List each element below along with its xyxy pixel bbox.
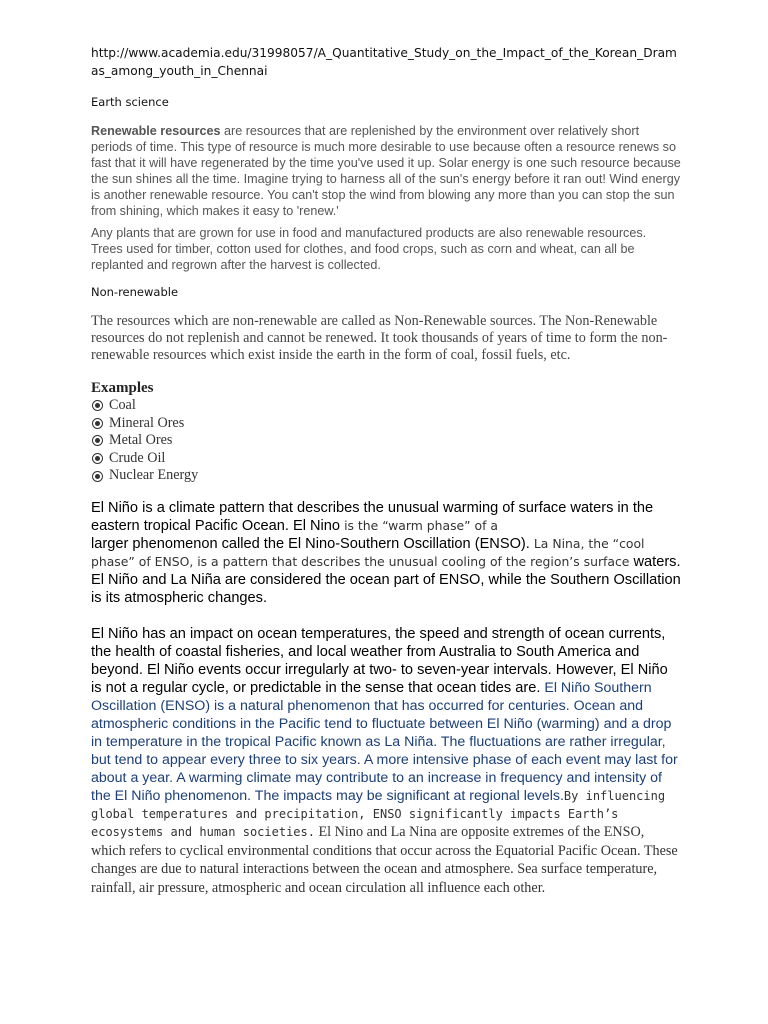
non-renewable-heading: Non-renewable bbox=[91, 285, 179, 299]
radio-bullet-icon bbox=[92, 453, 103, 464]
radio-bullet-icon bbox=[92, 435, 103, 446]
list-item: Mineral Ores bbox=[91, 415, 681, 433]
examples-title: Examples bbox=[91, 380, 154, 396]
earth-science-heading: Earth science bbox=[91, 95, 169, 109]
renewable-plants-paragraph: Any plants that are grown for use in food and manufactured products are also renewable resources. Trees used for timber, cotton used for clothes, and food crops, such as corn and wheat, can all be replanted and regrown after the harvest is collected. bbox=[91, 226, 647, 272]
list-item: Coal bbox=[91, 397, 681, 415]
radio-bullet-icon bbox=[92, 418, 103, 429]
radio-bullet-icon bbox=[92, 400, 103, 411]
el-nino-impact-paragraph: El Niño has an impact on ocean temperatures, the speed and strength of ocean currents, the health of coastal fisheries, and local weather from Australia to South America and beyond. El Niño events occur irregularly at two- to seven-year intervals. However, El Niño is not a regular cycle, or predictable in the sense that ocean tides are. El Niño Southern Oscillation (ENSO) is a natural phenomenon that has occurred for centuries. Ocean and atmospheric conditions in the Pacific tend to fluctuate between El Niño (warming) and a drop in temperature in the tropical Pacific known as La Niña. The fluctuations are rather irregular, but tend to appear every three to six years. A more intensive phase of each event may last for about a year. A warming climate may contribute to an increase in frequency and intensity of the El Niño phenomenon. The impacts may be significant at regional levels.By influencing global temperatures and precipitation, ENSO significantly impacts Earth’s ecosystems and human societies. El Nino and La Nina are opposite extremes of the ENSO, which refers to cyclical environmental conditions that occur across the Equatorial Pacific Ocean. These changes are due to natural interactions between the ocean and atmosphere. Sea surface temperature, rainfall, air pressure, atmospheric and ocean circulation all influence each other. bbox=[91, 625, 678, 896]
list-item: Metal Ores bbox=[91, 432, 681, 450]
document-page bbox=[91, 44, 681, 897]
examples-list bbox=[91, 397, 681, 485]
renewable-paragraph-text: are resources that are replenished by the environment over relatively short periods of time. This type of resource is much more desirable to use because often a resource renews so fast that it will have regenerated by the time you've used it up. Solar energy is one such resource because the sun shines all the time. Imagine trying to harness all of the sun's energy before it ran out! Wind energy is another renewable resource. You can't stop the wind from blowing any more than you can stop the sun from shining, which makes it easy to 'renew.' bbox=[91, 124, 681, 218]
radio-bullet-icon bbox=[92, 471, 103, 482]
non-renewable-paragraph: The resources which are non-renewable are called as Non-Renewable sources. The Non-Renewable resources do not replenish and cannot be renewed. It took thousands of years of time to form the non-renewable resources which exist inside the earth in the form of coal, fossil fuels, etc. bbox=[91, 313, 668, 363]
renewable-paragraph bbox=[91, 123, 681, 219]
source-url[interactable]: http://www.academia.edu/31998057/A_Quantitative_Study_on_the_Impact_of_the_Korean_Dramas_among_youth_in_Chennai bbox=[91, 46, 677, 78]
list-item: Crude Oil bbox=[91, 450, 681, 468]
el-nino-paragraph: El Niño is a climate pattern that describes the unusual warming of surface waters in the eastern tropical Pacific Ocean. El Nino is the “warm phase” of a larger phenomenon called the El Nino-Southern Oscillation (ENSO). La Nina, the “cool phase” of ENSO, is a pattern that describes the unusual cooling of the region’s surface waters. El Niño and La Niña are considered the ocean part of ENSO, while the Southern Oscillation is its atmospheric changes. bbox=[91, 499, 681, 606]
enso-highlight-text: El Niño Southern Oscillation (ENSO) is a natural phenomenon that has occurred for centuries. Ocean and atmospheric conditions in the Pacific tend to fluctuate between El Niño (warming) and a drop in temperature in the tropical Pacific known as La Niña. The fluctuations are rather irregular, but tend to appear every three to six years. A more intensive phase of each event may last for about a year. A warming climate may contribute to an increase in frequency and intensity of the El Niño phenomenon. The impacts may be significant at regional levels. bbox=[91, 679, 678, 804]
renewable-term: Renewable resources bbox=[91, 124, 221, 138]
list-item: Nuclear Energy bbox=[91, 467, 681, 485]
